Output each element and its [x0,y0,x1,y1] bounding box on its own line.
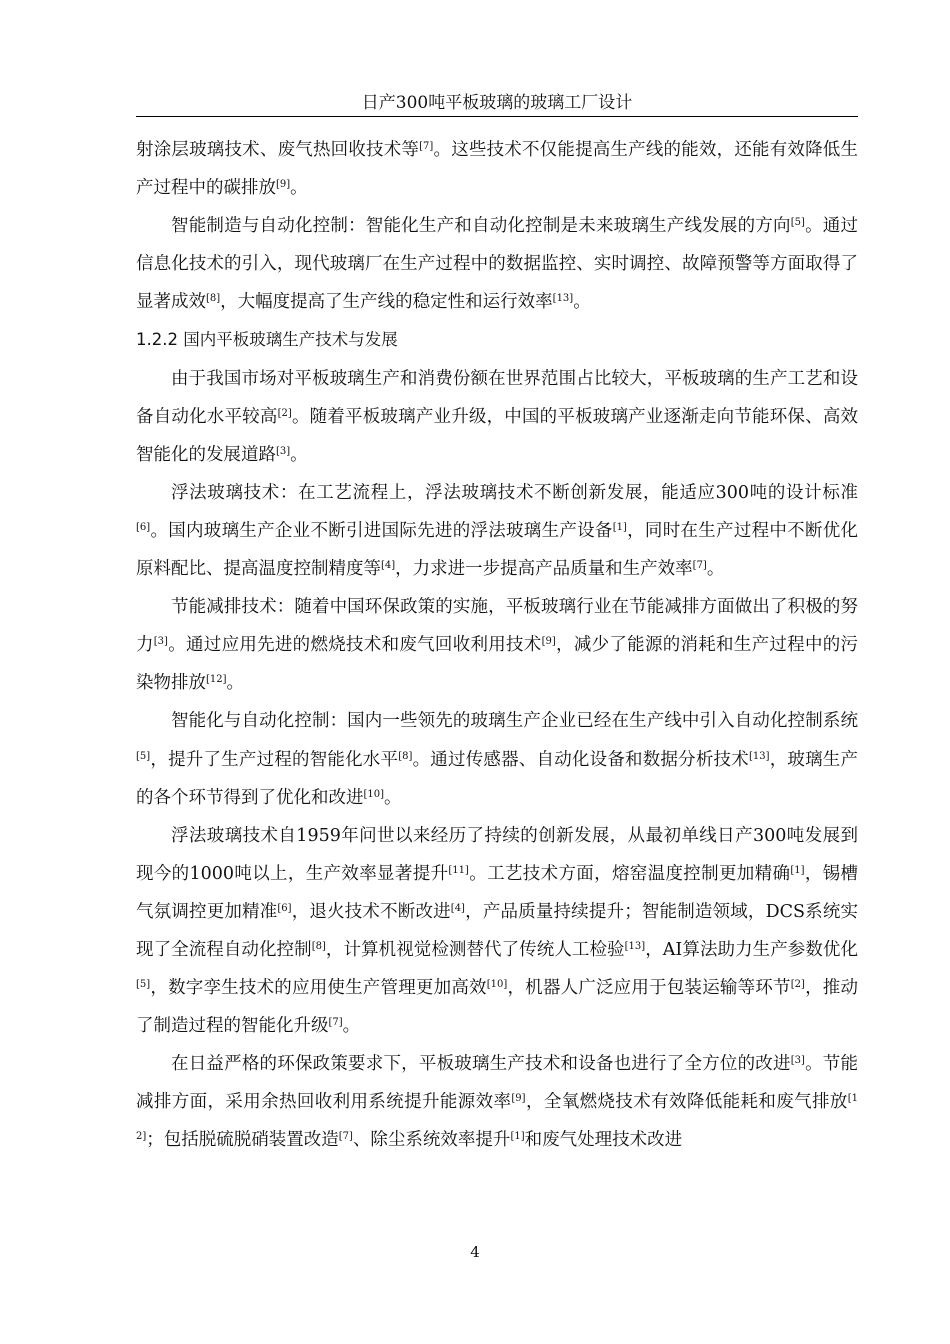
text-run: 。通过应用先进的燃烧技术和废气回收利用技术 [167,635,542,656]
citation-ref: [13] [624,940,646,952]
text-run: 。工艺技术方面，熔窑温度控制更加精确 [468,863,791,884]
page-header-title: 日产300吨平板玻璃的玻璃工厂设计 [361,93,633,113]
text-run: ，全氧燃烧技术有效降低能耗和废气排放 [525,1092,848,1113]
text-run: ，大幅度提高了生产线的稳定性和运行效率 [220,292,553,313]
citation-ref: [2] [277,407,292,419]
page-header [136,90,858,117]
citation-ref: [9] [541,636,556,648]
citation-ref: [2] [790,979,805,991]
text-run: ，产品质量持续提升；智能制造领域，DCS系统实现了全流程自动化控制 [136,901,859,960]
citation-ref: [5] [136,979,151,991]
document-body [136,131,858,1160]
text-run: 、除尘系统效率提升 [352,1130,511,1151]
body-paragraph [136,702,858,816]
text-run: ，同时在生产过程中不断优化原料配比、提高温度控制精度等 [136,520,858,580]
text-run: ，推动了制造过程的智能化升级 [136,978,858,1037]
citation-ref: [7] [692,560,707,572]
text-run: 浮法玻璃技术：在工艺流程上，浮法玻璃技术不断创新发展，能适应300吨的设计标准 [171,482,858,503]
text-run: 射涂层玻璃技术、废气热回收技术等 [136,140,420,160]
body-paragraph [136,131,858,207]
text-run: 智能制造与自动化控制：智能化生产和自动化控制是未来玻璃生产线发展的方向 [171,216,791,237]
text-run: ，玻璃生产的各个环节得到了优化和改进 [136,749,858,808]
citation-ref: [11] [448,864,469,876]
citation-ref: [6] [277,902,292,914]
citation-ref: [13] [748,750,770,762]
text-run: ，减少了能源的消耗和生产过程中的污染物排放 [136,635,859,694]
citation-ref: [8] [206,293,221,305]
text-run: 。 [573,292,591,313]
citation-ref: [12] [206,674,227,686]
body-paragraph [136,588,858,702]
citation-ref: [1] [612,521,627,533]
text-run: 。通过信息化技术的引入，现代玻璃厂在生产过程中的数据监控、实时调控、故障预警等方面取得了显著成效 [136,216,859,313]
text-run: ，力求进一步提高产品质量和生产效率 [395,559,693,580]
section-heading: 1.2.2 国内平板玻璃生产技术与发展 [136,330,398,350]
text-run: 。 [226,673,245,694]
citation-ref: [10] [363,788,385,800]
text-run: 。节能减排方面，采用余热回收利用系统提升能源效率 [136,1054,859,1113]
citation-ref: [12] [136,1093,858,1143]
citation-ref: [7] [338,1131,353,1143]
citation-ref: [1] [790,864,805,876]
text-run: 。随着平板玻璃产业升级，中国的平板玻璃产业逐渐走向节能环保、高效智能化的发展道路 [136,406,859,465]
text-run: 。 [384,787,402,808]
text-run: ，锡槽气氛调控更加精准 [136,863,858,922]
text-run: ，AI算法助力生产参数优化 [645,939,858,960]
text-run: 。 [290,178,308,199]
citation-ref: [9] [276,179,291,191]
text-run: 在日益严格的环保政策要求下，平板玻璃生产技术和设备也进行了全方位的改进 [171,1054,791,1075]
text-run: 和废气处理技术改进 [524,1130,683,1151]
text-run: ，数字孪生技术的应用使生产管理更加高效 [150,978,487,999]
citation-ref: [7] [328,1017,343,1029]
text-run: 节能减排技术：随着中国环保政策的实施，平板玻璃行业在节能减排方面做出了积极的努力 [136,597,858,656]
page-number: 4 [470,1243,480,1261]
text-run: 。 [706,559,725,580]
text-run: 。通过传感器、自动化设备和数据分析技术 [412,749,749,770]
citation-ref: [3] [153,636,168,648]
citation-ref: [4] [381,560,396,572]
citation-ref: [9] [511,1093,526,1105]
text-run: 。 [342,1016,361,1037]
text-run: 。国内玻璃生产企业不断引进国际先进的浮法玻璃生产设备 [150,520,613,541]
citation-ref: [5] [136,750,151,762]
citation-ref: [7] [419,141,434,152]
citation-ref: [4] [450,902,465,914]
text-run: 。 [290,444,308,465]
text-run: ，退火技术不断改进 [291,901,451,922]
body-paragraph [136,474,858,588]
body-paragraph [136,207,858,321]
text-run: ，机器人广泛应用于包装运输等环节 [507,978,791,999]
text-run: 。这些技术不仅能提高生产线的能效，还能有效降低生产过程中的碳排放 [136,140,859,199]
citation-ref: [8] [311,940,326,952]
text-run: 智能化与自动化控制：国内一些领先的玻璃生产企业已经在生产线中引入自动化控制系统 [171,711,858,732]
citation-ref: [13] [552,293,574,305]
body-paragraph [136,1045,858,1159]
text-run: ，提升了生产过程的智能化水平 [150,749,399,770]
body-paragraph [136,817,858,1046]
body-paragraph [136,360,858,474]
citation-ref: [5] [790,217,805,229]
citation-ref: [1] [510,1131,525,1143]
text-run: 浮法玻璃技术自1959年问世以来经历了持续的创新发展，从最初单线日产300吨发展到现今的1000吨以上，生产效率显著提升 [136,825,858,884]
citation-ref: [10] [486,979,508,991]
text-run: ，计算机视觉检测替代了传统人工检验 [325,939,625,960]
text-run: 由于我国市场对平板玻璃生产和消费份额在世界范围占比较大，平板玻璃的生产工艺和设备自动化水平较高 [136,368,858,427]
citation-ref: [3] [276,445,291,457]
text-run: ；包括脱硫脱硝装置改造 [146,1130,339,1151]
citation-ref: [3] [790,1055,805,1067]
citation-ref: [6] [136,521,151,533]
citation-ref: [8] [398,750,413,762]
